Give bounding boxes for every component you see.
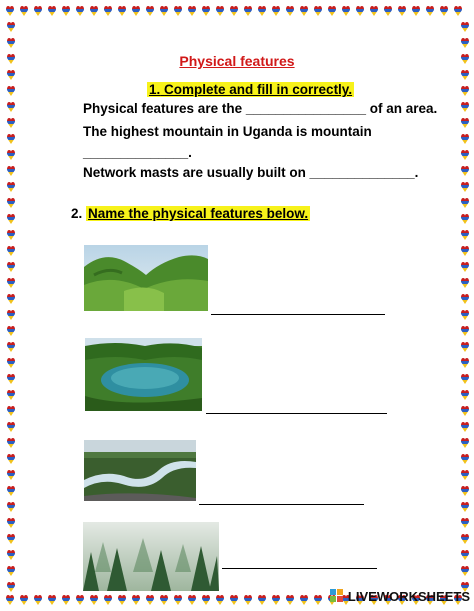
heart-icon <box>104 595 112 605</box>
heart-icon <box>132 595 140 605</box>
heart-icon <box>160 6 168 16</box>
heart-icon <box>7 486 15 496</box>
heart-icon <box>461 486 469 496</box>
heart-icon <box>461 534 469 544</box>
heart-icon <box>461 278 469 288</box>
heart-icon <box>370 6 378 16</box>
heart-icon <box>314 6 322 16</box>
heart-icon <box>461 566 469 576</box>
heart-icon <box>62 595 70 605</box>
heart-icon <box>461 502 469 512</box>
answer-line-1[interactable] <box>211 314 385 315</box>
heart-icon <box>461 406 469 416</box>
heart-icon <box>216 6 224 16</box>
heart-icon <box>461 70 469 80</box>
heart-icon <box>76 6 84 16</box>
heart-icon <box>7 86 15 96</box>
heart-icon <box>461 182 469 192</box>
heart-icon <box>7 422 15 432</box>
heart-icon <box>48 6 56 16</box>
heart-icon <box>286 6 294 16</box>
heart-icon <box>328 6 336 16</box>
heart-icon <box>461 294 469 304</box>
heart-icon <box>7 182 15 192</box>
heart-icon <box>146 595 154 605</box>
heart-icon <box>461 22 469 32</box>
heart-icon <box>7 246 15 256</box>
heart-icon <box>146 6 154 16</box>
heart-icon <box>188 6 196 16</box>
heart-icon <box>384 6 392 16</box>
heart-icon <box>34 595 42 605</box>
heart-icon <box>7 550 15 560</box>
heart-icon <box>286 595 294 605</box>
heart-icon <box>7 198 15 208</box>
heart-icon <box>202 6 210 16</box>
heart-icon <box>7 438 15 448</box>
river-photo <box>84 440 196 501</box>
brand-text: LIVEWORKSHEETS <box>347 588 470 604</box>
heart-icon <box>104 6 112 16</box>
heart-icon <box>300 6 308 16</box>
answer-line-2[interactable] <box>206 413 387 414</box>
heart-icon <box>132 6 140 16</box>
heart-icon <box>461 326 469 336</box>
heart-icon <box>7 582 15 592</box>
heart-icon <box>7 278 15 288</box>
heart-icon <box>461 118 469 128</box>
heart-icon <box>461 150 469 160</box>
heart-icon <box>7 374 15 384</box>
heart-icon <box>48 595 56 605</box>
heart-icon <box>7 358 15 368</box>
heart-icon <box>160 595 168 605</box>
heart-icon <box>461 166 469 176</box>
heart-icon <box>461 470 469 480</box>
heart-icon <box>461 390 469 400</box>
heart-icon <box>62 6 70 16</box>
heart-icon <box>7 502 15 512</box>
heart-icon <box>398 6 406 16</box>
heart-icon <box>7 566 15 576</box>
heart-icon <box>461 342 469 352</box>
heart-icon <box>272 595 280 605</box>
heart-icon <box>461 358 469 368</box>
q1-line-3: ______________. <box>83 145 192 160</box>
heart-icon <box>258 595 266 605</box>
heart-icon <box>7 390 15 400</box>
heart-icon <box>426 6 434 16</box>
heart-icon <box>34 6 42 16</box>
heart-icon <box>461 214 469 224</box>
heart-icon <box>20 6 28 16</box>
heart-icon <box>216 595 224 605</box>
heart-icon <box>76 595 84 605</box>
heart-icon <box>118 6 126 16</box>
heart-icon <box>461 422 469 432</box>
heart-icon <box>412 6 420 16</box>
heart-icon <box>272 6 280 16</box>
heart-icon <box>7 166 15 176</box>
heart-icon <box>7 294 15 304</box>
heart-icon <box>174 6 182 16</box>
heart-icon <box>461 262 469 272</box>
heart-icon <box>188 595 196 605</box>
heart-icon <box>7 118 15 128</box>
footer-brand <box>330 585 470 607</box>
heart-icon <box>230 6 238 16</box>
heart-icon <box>7 470 15 480</box>
mountain-valley-photo <box>84 245 208 311</box>
heart-icon <box>342 6 350 16</box>
heart-icon <box>7 150 15 160</box>
heart-icon <box>461 550 469 560</box>
heart-icon <box>7 454 15 464</box>
heart-icon <box>7 310 15 320</box>
heart-icon <box>90 6 98 16</box>
left-border <box>4 0 18 611</box>
heart-icon <box>461 102 469 112</box>
heart-icon <box>7 534 15 544</box>
heart-icon <box>461 198 469 208</box>
heart-icon <box>7 214 15 224</box>
heart-icon <box>300 595 308 605</box>
forest-photo <box>83 522 219 591</box>
heart-icon <box>7 342 15 352</box>
top-border <box>0 4 474 18</box>
q1-line-1: Physical features are the ________________ of an area. <box>83 101 438 116</box>
heart-icon <box>7 518 15 528</box>
heart-icon <box>244 6 252 16</box>
answer-line-3[interactable] <box>199 504 364 505</box>
heart-icon <box>461 518 469 528</box>
heart-icon <box>244 595 252 605</box>
heart-icon <box>7 134 15 144</box>
crater-lake-photo <box>85 338 202 411</box>
answer-line-4[interactable] <box>222 568 377 569</box>
heart-icon <box>461 230 469 240</box>
heart-icon <box>440 6 448 16</box>
heart-icon <box>7 102 15 112</box>
q1-line-4: Network masts are usually built on ______________. <box>83 165 419 180</box>
heart-icon <box>7 230 15 240</box>
heart-icon <box>20 595 28 605</box>
heart-icon <box>461 310 469 320</box>
heart-icon <box>461 86 469 96</box>
heart-icon <box>356 6 364 16</box>
heart-icon <box>7 406 15 416</box>
heart-icon <box>7 326 15 336</box>
heart-icon <box>7 70 15 80</box>
heart-icon <box>7 38 15 48</box>
right-border <box>458 0 472 611</box>
heart-icon <box>461 38 469 48</box>
heart-icon <box>461 438 469 448</box>
question-1-heading: 1. Complete and fill in correctly. <box>149 82 353 97</box>
heart-icon <box>230 595 238 605</box>
heart-icon <box>7 262 15 272</box>
heart-icon <box>258 6 266 16</box>
heart-icon <box>202 595 210 605</box>
liveworksheets-logo-icon <box>330 589 344 603</box>
heart-icon <box>461 454 469 464</box>
page-title: Physical features <box>179 53 295 69</box>
heart-icon <box>174 595 182 605</box>
heart-icon <box>461 374 469 384</box>
heart-icon <box>314 595 322 605</box>
heart-icon <box>461 134 469 144</box>
question-2-heading: 2. Name the physical features below. <box>71 206 309 221</box>
heart-icon <box>461 246 469 256</box>
q1-line-2: The highest mountain in Uganda is mountain <box>83 124 372 139</box>
heart-icon <box>7 22 15 32</box>
heart-icon <box>90 595 98 605</box>
heart-icon <box>118 595 126 605</box>
